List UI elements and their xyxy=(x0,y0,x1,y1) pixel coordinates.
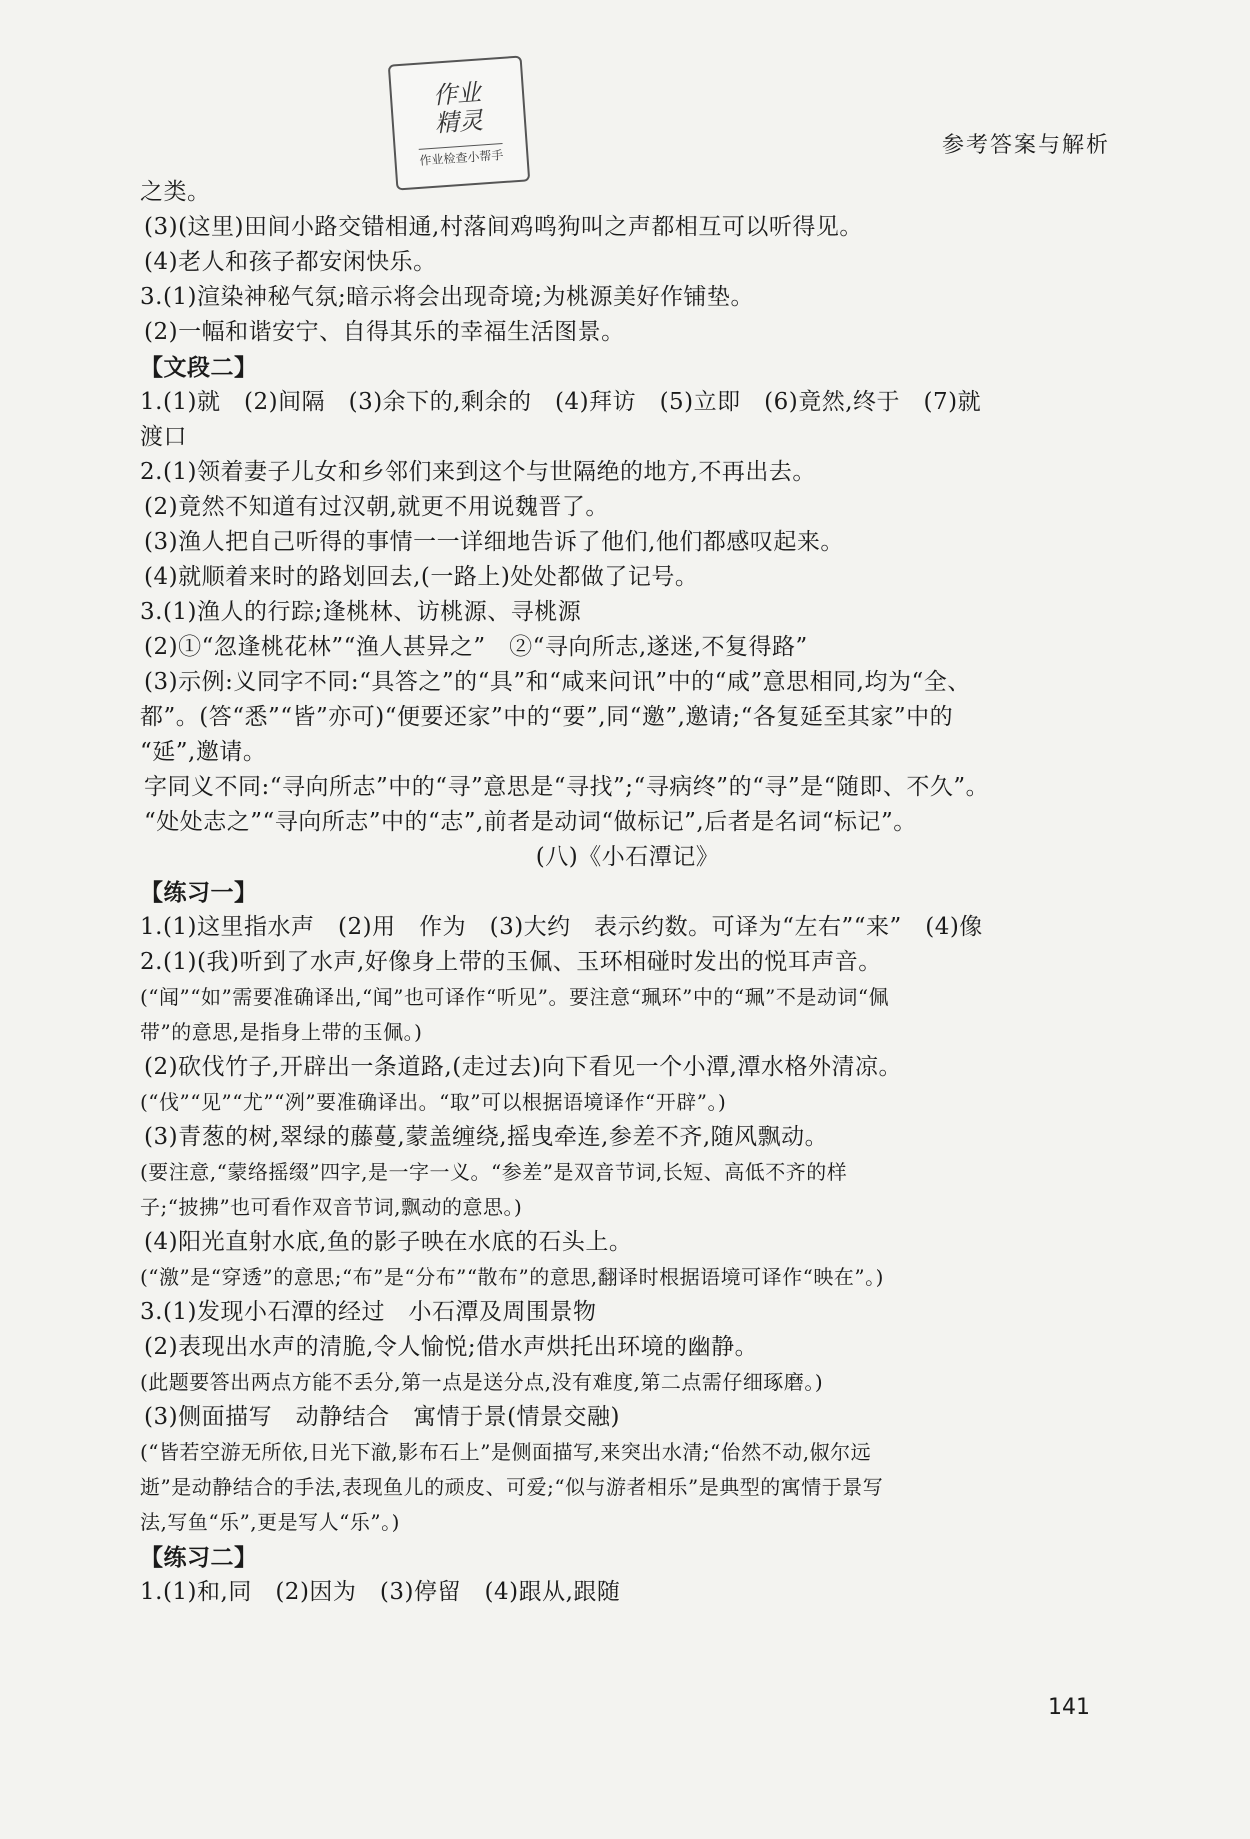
text-line: 都”。(答“悉”“皆”亦可)“便要还家”中的“要”,同“邀”,邀请;“各复延至其家”中的 xyxy=(140,704,954,730)
text-line: 3.(1)发现小石潭的经过 小石潭及周围景物 xyxy=(140,1299,597,1325)
text-line: 3.(1)渲染神秘气氛;暗示将会出现奇境;为桃源美好作铺垫。 xyxy=(140,284,755,310)
text-line: (4)阳光直射水底,鱼的影子映在水底的石头上。 xyxy=(144,1229,633,1255)
text-line: (2)砍伐竹子,开辟出一条道路,(走过去)向下看见一个小潭,潭水格外清凉。 xyxy=(144,1054,902,1080)
text-line: (3)青葱的树,翠绿的藤蔓,蒙盖缠绕,摇曳牵连,参差不齐,随风飘动。 xyxy=(144,1124,829,1150)
text-line: (2)①“忽逢桃花林”“渔人甚异之” ②“寻向所志,遂迷,不复得路” xyxy=(144,634,808,660)
section-heading: 【练习一】 xyxy=(140,879,258,906)
text-line: (3)示例:义同字不同:“具答之”的“具”和“咸来问讯”中的“咸”意思相同,均为“全、 xyxy=(144,669,971,695)
text-line: 2.(1)(我)听到了水声,好像身上带的玉佩、玉环相碰时发出的悦耳声音。 xyxy=(140,949,882,975)
text-line: 渡口 xyxy=(140,424,187,450)
text-line: 带”的意思,是指身上带的玉佩。) xyxy=(140,1020,423,1044)
text-line: (3)侧面描写 动静结合 寓情于景(情景交融) xyxy=(144,1404,621,1430)
chapter-title: (八)《小石潭记》 xyxy=(535,844,720,870)
text-line: (4)就顺着来时的路划回去,(一路上)处处都做了记号。 xyxy=(144,564,699,590)
page-number: 141 xyxy=(1048,1695,1090,1720)
text-line: 逝”是动静结合的手法,表现鱼儿的顽皮、可爱;“似与游者相乐”是典型的寓情于景写 xyxy=(140,1475,884,1499)
text-line: 法,写鱼“乐”,更是写人“乐”。) xyxy=(140,1510,400,1534)
stamp-line-3: 作业检查小帮手 xyxy=(419,143,504,169)
logo-stamp xyxy=(388,55,530,190)
text-line: 1.(1)这里指水声 (2)用 作为 (3)大约 表示约数。可译为“左右”“来” (4)像 xyxy=(140,914,983,940)
text-line: “处处志之”“寻向所志”中的“志”,前者是动词“做标记”,后者是名词“标记”。 xyxy=(144,809,917,835)
text-line: (4)老人和孩子都安闲快乐。 xyxy=(144,249,437,275)
text-line: (“激”是“穿透”的意思;“布”是“分布”“散布”的意思,翻译时根据语境可译作“映在”。) xyxy=(140,1265,884,1289)
text-line: 3.(1)渔人的行踪;逢桃林、访桃源、寻桃源 xyxy=(140,599,582,625)
text-line: 子;“披拂”也可看作双音节词,飘动的意思。) xyxy=(140,1195,523,1219)
text-line: 1.(1)和,同 (2)因为 (3)停留 (4)跟从,跟随 xyxy=(140,1579,621,1605)
answer-content xyxy=(140,175,1115,1610)
text-line: 之类。 xyxy=(140,179,211,205)
text-line: (2)表现出水声的清脆,令人愉悦;借水声烘托出环境的幽静。 xyxy=(144,1334,759,1360)
text-line: (3)渔人把自己听得的事情一一详细地告诉了他们,他们都感叹起来。 xyxy=(144,529,844,555)
text-line: (“伐”“见”“尤”“冽”要准确译出。“取”可以根据语境译作“开辟”。) xyxy=(140,1090,727,1114)
stamp-line-2: 精灵 xyxy=(434,106,484,138)
text-line: (要注意,“蒙络摇缀”四字,是一字一义。“参差”是双音节词,长短、高低不齐的样 xyxy=(140,1160,848,1184)
text-line: (2)竟然不知道有过汉朝,就更不用说魏晋了。 xyxy=(144,494,609,520)
text-line: 字同义不同:“寻向所志”中的“寻”意思是“寻找”;“寻病终”的“寻”是“随即、不久”。 xyxy=(144,774,990,800)
section-heading: 【练习二】 xyxy=(140,1544,258,1571)
text-line: (“闻”“如”需要准确译出,“闻”也可译作“听见”。要注意“珮环”中的“珮”不是动词“佩 xyxy=(140,985,890,1009)
text-line: 2.(1)领着妻子儿女和乡邻们来到这个与世隔绝的地方,不再出去。 xyxy=(140,459,816,485)
text-line: 1.(1)就 (2)间隔 (3)余下的,剩余的 (4)拜访 (5)立即 (6)竟然,终于 (7)就 xyxy=(140,389,982,415)
section-heading: 【文段二】 xyxy=(140,354,258,381)
text-line: (3)(这里)田间小路交错相通,村落间鸡鸣狗叫之声都相互可以听得见。 xyxy=(144,214,863,240)
stamp-line-1: 作业 xyxy=(432,78,482,110)
text-line: (“皆若空游无所依,日光下澈,影布石上”是侧面描写,来突出水清;“佁然不动,俶尔远 xyxy=(140,1440,872,1464)
text-line: (此题要答出两点方能不丢分,第一点是送分点,没有难度,第二点需仔细琢磨。) xyxy=(140,1370,824,1394)
page-header-title: 参考答案与解析 xyxy=(941,133,1110,158)
text-line: (2)一幅和谐安宁、自得其乐的幸福生活图景。 xyxy=(144,319,625,345)
text-line: “延”,邀请。 xyxy=(140,739,267,765)
